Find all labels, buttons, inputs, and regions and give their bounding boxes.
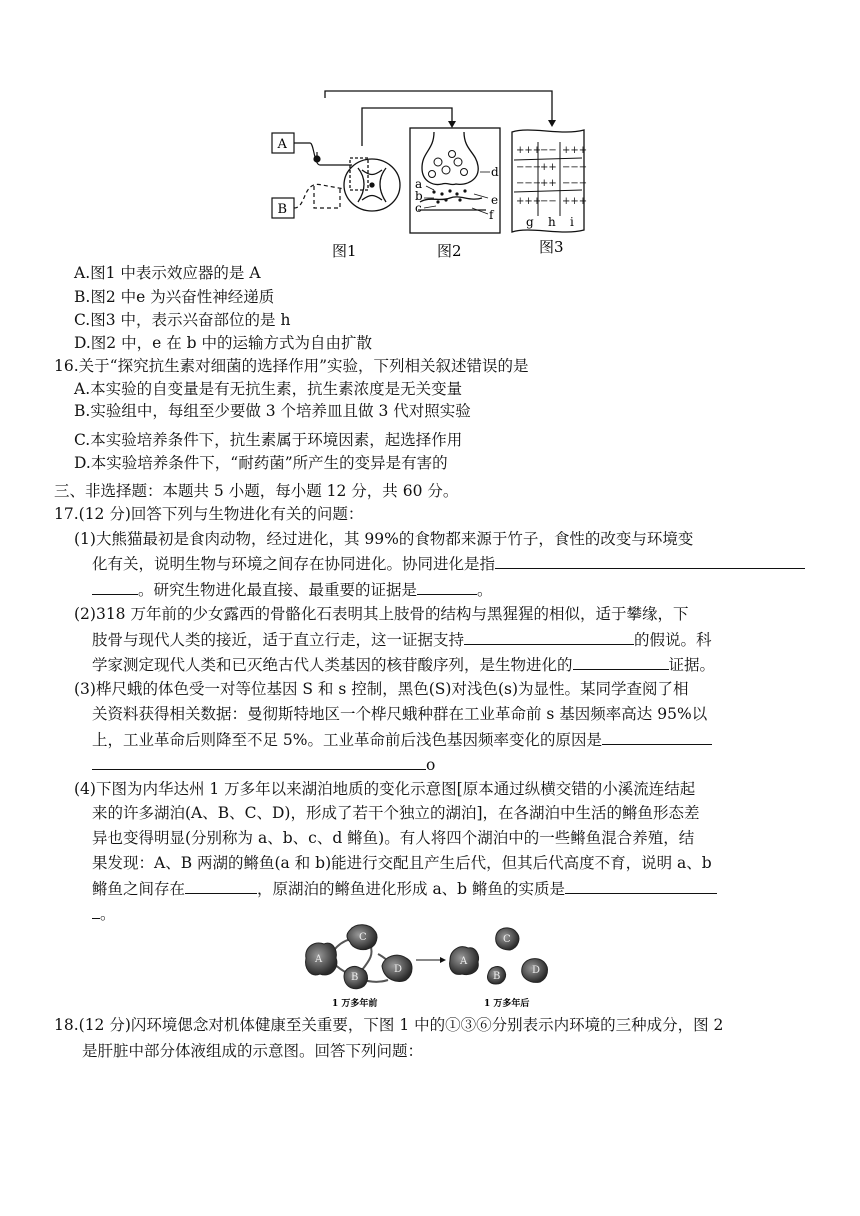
- label-h: h: [548, 215, 556, 229]
- q16-stem: 16.关于“探究抗生素对细菌的选择作用”实验，下列相关叙述错误的是: [54, 357, 529, 375]
- q18-line1: 18.(12 分)闪环境偲念对机体健康至关重要，下图 1 中的①③⑥分别表示内环境的三种成分，图 2: [54, 1016, 724, 1034]
- lake-label-B: B: [351, 972, 359, 983]
- label-B: B: [277, 202, 288, 217]
- effector-box-b: [272, 198, 294, 218]
- arrow-icon: [416, 957, 446, 963]
- answer-blank[interactable]: [417, 579, 477, 595]
- answer-blank[interactable]: [495, 553, 805, 569]
- lake-label-A-after: A: [460, 956, 468, 967]
- q17-p3-line2: 关资料获得相关数据：曼彻斯特地区一个桦尺蛾种群在工业革命前 s 基因频率高达 95%以: [92, 705, 708, 723]
- q16-option-b: B.实验组中，每组至少要做 3 个培养皿且做 3 代对照实验: [74, 402, 471, 420]
- section-heading: 三、非选择题：本题共 5 小题，每小题 12 分，共 60 分。: [54, 482, 459, 500]
- label-a: a: [415, 177, 423, 191]
- q17-p1-line3: 。研究生物进化最直接、最重要的证据是 。: [92, 579, 493, 600]
- label-d: d: [491, 165, 499, 179]
- caption-after: 1 万多年后: [484, 999, 530, 1009]
- q15-option-b: B.图2 中e 为兴奋性神经递质: [74, 288, 275, 306]
- svg-text:+++: +++: [562, 196, 588, 207]
- label-b: b: [415, 189, 423, 203]
- svg-text:−−−: −−−: [562, 162, 588, 173]
- answer-blank[interactable]: [92, 579, 138, 595]
- spinal-cord: [344, 158, 400, 211]
- q17-p4-line6: 。: [92, 903, 116, 924]
- svg-text:−−: −−: [540, 196, 557, 207]
- q17-p2-line3: 学家测定现代人类和已灭绝古代人类基因的核苷酸序列，是生物进化的 证据。: [92, 656, 716, 674]
- q17-p4-line4: 果发现：A、B 两湖的鳉鱼(a 和 b)能进行交配且产生后代，但其后代高度不育，说明 a、b: [92, 854, 712, 872]
- q17-p1-line1: (1)大熊猫最初是食肉动物，经过进化，其 99%的食物都来源于竹子，食性的改变与环境变: [74, 530, 694, 548]
- q17-p4-line5: 鳉鱼之间存在 ，原湖泊的鳉鱼进化形成 a、b 鳉鱼的实质是: [92, 878, 717, 899]
- q16-option-a: A.本实验的自变量是有无抗生素，抗生素浓度是无关变量: [74, 380, 463, 398]
- lake-label-D: D: [394, 964, 403, 975]
- svg-text:−−−: −−−: [516, 178, 542, 189]
- caption-fig3: 图3: [539, 238, 564, 256]
- answer-blank[interactable]: [602, 729, 712, 745]
- lakes-before: [306, 925, 412, 989]
- lake-label-A: A: [315, 954, 323, 965]
- label-A: A: [277, 137, 287, 152]
- lakes-after: [450, 928, 548, 984]
- svg-text:−−: −−: [540, 145, 557, 156]
- lake-label-B-after: B: [493, 971, 501, 982]
- q17-p3-line3: 上，工业革命后则降至不足 5%。工业革命前后浅色基因频率变化的原因是: [92, 729, 712, 750]
- answer-blank[interactable]: [573, 654, 669, 670]
- neuron-figure: [262, 90, 592, 260]
- lake-label-D-after: D: [532, 965, 541, 976]
- nerve-fiber-diagram: [512, 130, 587, 232]
- label-e: e: [491, 193, 499, 207]
- label-c: c: [415, 201, 422, 215]
- q17-p3-line4: o: [92, 754, 435, 775]
- q17-p2-line2: 肢骨与现代人类的接近，适于直立行走，这一证据支持 的假说。科: [92, 631, 712, 649]
- label-f: f: [489, 208, 494, 222]
- q16-option-c: C.本实验培养条件下，抗生素属于环境因素，起选择作用: [74, 431, 463, 449]
- lake-evolution-figure: [300, 918, 562, 1012]
- q17-stem: 17.(12 分)回答下列与生物进化有关的问题：: [54, 505, 364, 523]
- q17-p3-line1: (3)桦尺蛾的体色受一对等位基因 S 和 s 控制，黑色(S)对浅色(s)为显性。某同学查阅了相: [74, 680, 689, 698]
- caption-fig2: 图2: [437, 242, 462, 260]
- svg-text:+++: +++: [562, 145, 588, 156]
- svg-text:+++: +++: [516, 196, 542, 207]
- q17-p4-line1: (4)下图为内华达州 1 万多年以来湖泊地质的变化示意图[原本通过纵横交错的小溪流连结起: [74, 780, 696, 798]
- synapse-diagram: [410, 128, 500, 233]
- q15-option-a: A.图1 中表示效应器的是 A: [74, 264, 261, 282]
- label-i: i: [570, 215, 574, 229]
- lake-label-C-after: C: [503, 934, 511, 945]
- q15-option-d: D.图2 中，e 在 b 中的运输方式为自由扩散: [74, 334, 372, 352]
- svg-text:++: ++: [540, 178, 557, 189]
- answer-blank[interactable]: [92, 903, 100, 919]
- svg-text:−−−: −−−: [516, 162, 542, 173]
- q16-option-d: D.本实验培养条件下，“耐药菌”所产生的变异是有害的: [74, 454, 448, 472]
- q18-line2: 是肝脏中部分体液组成的示意图。回答下列问题：: [82, 1042, 424, 1060]
- lake-label-C: C: [359, 932, 367, 943]
- receptor-box-a: [272, 133, 294, 153]
- q17-p4-line3: 异也变得明显(分别称为 a、b、c、d 鳉鱼)。有人将四个湖泊中的一些鳉鱼混合养殖，结: [92, 829, 695, 847]
- label-g: g: [526, 215, 534, 229]
- answer-blank[interactable]: [185, 878, 257, 894]
- q15-option-c: C.图3 中，表示兴奋部位的是 h: [74, 311, 291, 329]
- answer-blank[interactable]: [92, 754, 426, 770]
- q17-p1-line2: 化有关，说明生物与环境之间存在协同进化。协同进化是指: [92, 553, 805, 574]
- answer-blank[interactable]: [565, 878, 717, 894]
- q17-p4-line2: 来的许多湖泊(A、B、C、D)，形成了若干个独立的湖泊]，在各湖泊中生活的鳉鱼形态差: [92, 804, 700, 822]
- answer-blank[interactable]: [464, 629, 634, 645]
- caption-fig1: 图1: [332, 242, 357, 260]
- q17-p2-line1: (2)318 万年前的少女露西的骨骼化石表明其上肢骨的结构与黑猩猩的相似，适于攀缘，下: [74, 605, 689, 623]
- caption-before: 1 万多年前: [332, 999, 378, 1009]
- svg-text:−−−: −−−: [562, 178, 588, 189]
- svg-text:++: ++: [540, 162, 557, 173]
- svg-text:+++: +++: [516, 145, 542, 156]
